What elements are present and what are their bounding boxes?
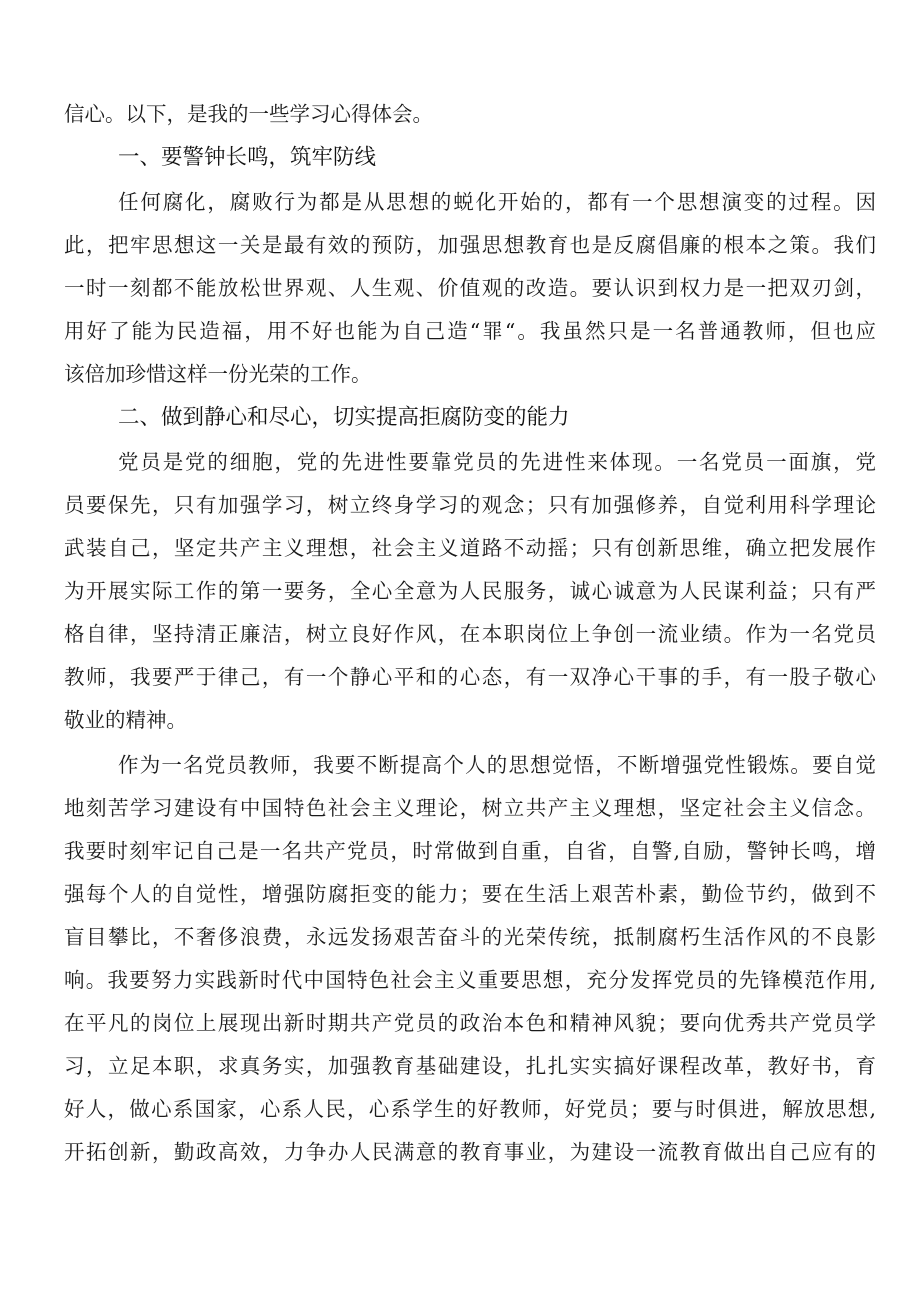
paragraph-line: 武装自己，坚定共产主义理想，社会主义道路不动摇；只有创新思维，确立把发展作 <box>64 536 876 560</box>
paragraph-line: 盲目攀比，不奢侈浪费，永远发扬艰苦奋斗的光荣传统，抵制腐朽生活作风的不良影 <box>64 925 876 949</box>
paragraph-line: 该倍加珍惜这样一份光荣的工作。 <box>64 362 372 386</box>
paragraph-line: 作为一名党员教师，我要不断提高个人的思想觉悟，不断增强党性锻炼。要自觉 <box>118 753 876 777</box>
paragraph-line: 一时一刻都不能放松世界观、人生观、价值观的改造。要认识到权力是一把双刃剑， <box>64 276 876 300</box>
paragraph-line: 为开展实际工作的第一要务，全心全意为人民服务，诚心诚意为人民谋利益；只有严 <box>64 579 876 603</box>
paragraph-line: 强每个人的自觉性，增强防腐拒变的能力；要在生活上艰苦朴素，勤俭节约，做到不 <box>64 882 876 906</box>
paragraph-line: 敬业的精神。 <box>64 708 187 732</box>
intro-line: 信心。以下，是我的一些学习心得体会。 <box>64 102 433 126</box>
section-2-heading: 二、做到静心和尽心，切实提高拒腐防变的能力 <box>118 405 570 430</box>
paragraph-line: 格自律，坚持清正廉洁，树立良好作风，在本职岗位上争创一流业绩。作为一名党员 <box>64 622 876 646</box>
paragraph-line: 教师，我要严于律己，有一个静心平和的心态，有一双净心干事的手，有一股子敬心 <box>64 665 876 689</box>
paragraph-line: 好人，做心系国家，心系人民，心系学生的好教师，好党员；要与时俱进，解放思想, <box>64 1097 876 1121</box>
paragraph-line: 员要保先，只有加强学习，树立终身学习的观念；只有加强修养，自觉利用科学理论 <box>64 493 876 517</box>
paragraph-line: 任何腐化，腐败行为都是从思想的蜕化开始的，都有一个思想演变的过程。因 <box>118 190 876 214</box>
paragraph-line: 地刻苦学习建设有中国特色社会主义理论，树立共产主义理想，坚定社会主义信念。 <box>64 796 876 820</box>
paragraph-line: 我要时刻牢记自己是一名共产党员，时常做到自重，自省，自警,自励，警钟长鸣，增 <box>64 839 876 863</box>
paragraph-line: 在平凡的岗位上展现出新时期共产党员的政治本色和精神风貌；要向优秀共产党员学 <box>64 1011 876 1035</box>
paragraph-line: 响。我要努力实践新时代中国特色社会主义重要思想，充分发挥党员的先锋模范作用, <box>64 968 876 992</box>
paragraph-line: 党员是党的细胞，党的先进性要靠党员的先进性来体现。一名党员一面旗，党 <box>118 450 876 474</box>
paragraph-line: 习，立足本职，求真务实，加强教育基础建设，扎扎实实搞好课程改革，教好书，育 <box>64 1054 876 1078</box>
paragraph-line: 开拓创新，勤政高效，力争办人民满意的教育事业，为建设一流教育做出自己应有的 <box>64 1140 876 1164</box>
paragraph-line: 用好了能为民造福，用不好也能为自己造“罪“。我虽然只是一名普通教师，但也应 <box>64 319 876 343</box>
section-1-heading: 一、要警钟长鸣，筑牢防线 <box>118 145 377 170</box>
paragraph-line: 此，把牢思想这一关是最有效的预防，加强思想教育也是反腐倡廉的根本之策。我们 <box>64 233 876 257</box>
